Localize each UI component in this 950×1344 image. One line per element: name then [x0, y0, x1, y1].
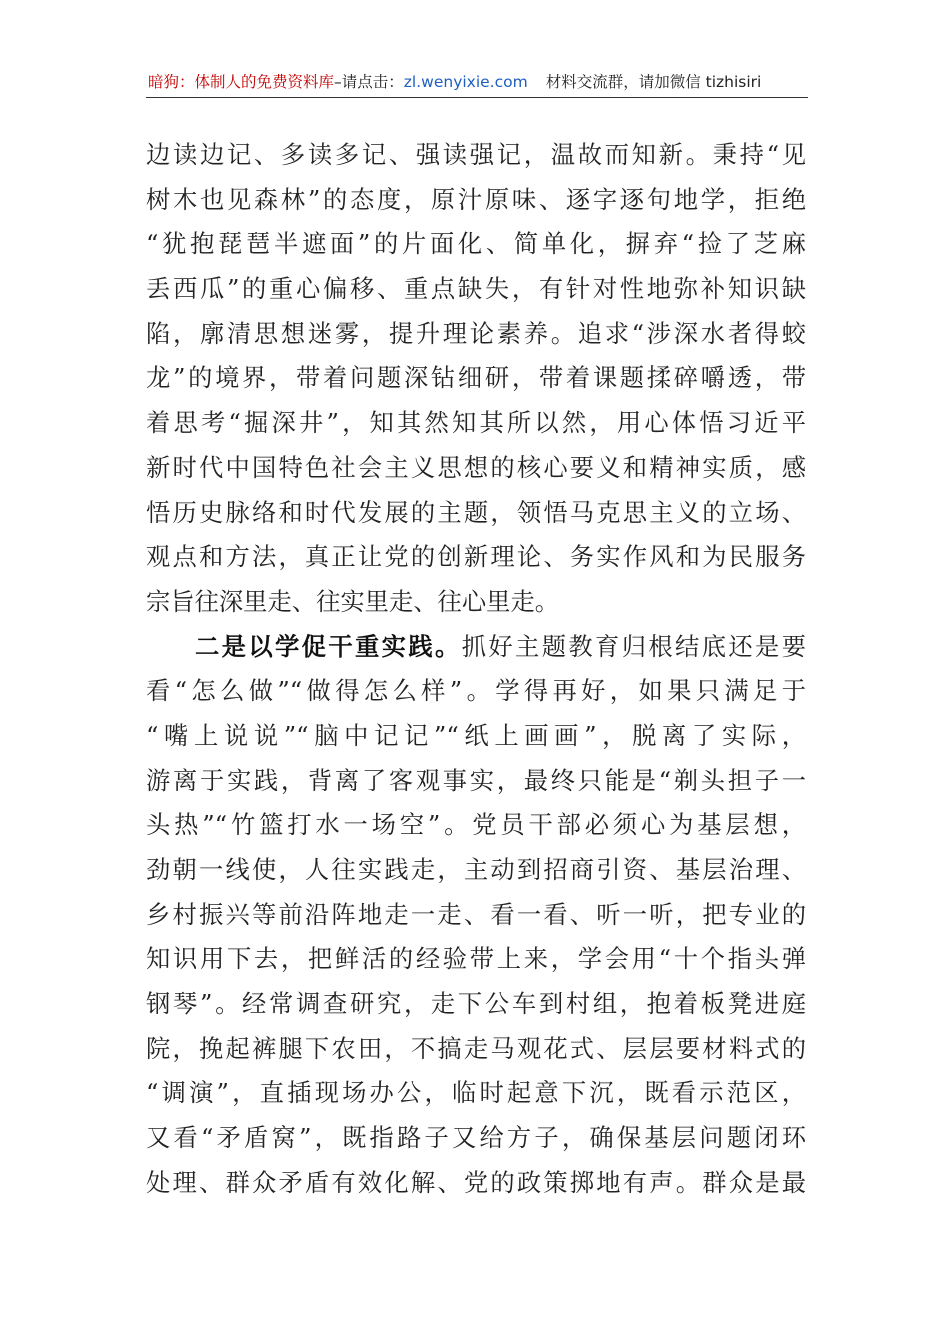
body-line: 宗旨往深里走、往实里走、往心里走。	[146, 586, 560, 616]
body-line: 观点和方法，真正让党的创新理论、务实作风和为民服务	[146, 542, 806, 572]
body-line: 着思考“掘深井”，知其然知其所以然，用心体悟习近平	[146, 408, 806, 438]
body-line: “调演”，直插现场办公，临时起意下沉，既看示范区，	[146, 1078, 806, 1108]
header-divider	[146, 97, 808, 98]
body-line: 陷，廓清思想迷雾，提升理论素养。追求“涉深水者得蛟	[146, 318, 806, 348]
body-line: 知识用下去，把鲜活的经验带上来，学会用“十个指头弹	[146, 944, 806, 974]
body-line: 劲朝一线使，人往实践走，主动到招商引资、基层治理、	[146, 855, 806, 884]
document-body	[146, 133, 806, 1206]
body-line: 丢西瓜”的重心偏移、重点缺失，有针对性地弥补知识缺	[146, 274, 806, 304]
paragraph-2-heading: 二是以学促干重实践。	[195, 631, 462, 661]
body-line: 龙”的境界，带着问题深钻细研，带着课题揉碎嚼透，带	[146, 363, 806, 393]
header-click-prefix: –请点击：	[334, 73, 404, 91]
page-header	[148, 68, 808, 96]
paragraph-2-first-line	[146, 625, 806, 670]
paragraph-2-first-rest: 抓好主题教育归根结底还是要	[461, 631, 806, 661]
body-line: 树木也见森林”的态度，原汁原味、逐字逐句地学，拒绝	[146, 184, 806, 214]
body-line: “嘴上说说”“脑中记记”“纸上画画”，脱离了实际，	[146, 720, 806, 750]
body-line: 乡村振兴等前沿阵地走一走、看一看、听一听，把专业的	[146, 899, 806, 929]
body-line: 处理、群众矛盾有效化解、党的政策掷地有声。群众是最	[146, 1167, 806, 1197]
body-line: 新时代中国特色社会主义思想的核心要义和精神实质，感	[146, 452, 806, 482]
body-line: 悟历史脉络和时代发展的主题，领悟马克思主义的立场、	[146, 497, 806, 527]
header-group-text: 材料交流群，请加微信 tizhisiri	[545, 73, 762, 91]
body-line: 钢琴”。经常调查研究，走下公车到村组，抱着板凳进庭	[146, 989, 806, 1019]
header-brand: 暗狗：体制人的免费资料库	[148, 73, 335, 91]
body-line: 看“怎么做”“做得怎么样”。学得再好，如果只满足于	[146, 676, 806, 706]
body-line: 又看“矛盾窝”，既指路子又给方子，确保基层问题闭环	[146, 1123, 806, 1153]
body-line: 头热”“竹篮打水一场空”。党员干部必须心为基层想，	[146, 810, 806, 840]
body-line: “犹抱琵琶半遮面”的片面化、简单化，摒弃“捡了芝麻	[146, 229, 806, 259]
body-line: 游离于实践，背离了客观事实，最终只能是“剃头担子一	[146, 765, 806, 795]
header-url-link[interactable]: zl.wenyixie.com	[403, 73, 528, 91]
body-line: 院，挽起裤腿下农田，不搞走马观花式、层层要材料式的	[146, 1033, 806, 1063]
body-line: 边读边记、多读多记、强读强记，温故而知新。秉持“见	[146, 140, 806, 169]
